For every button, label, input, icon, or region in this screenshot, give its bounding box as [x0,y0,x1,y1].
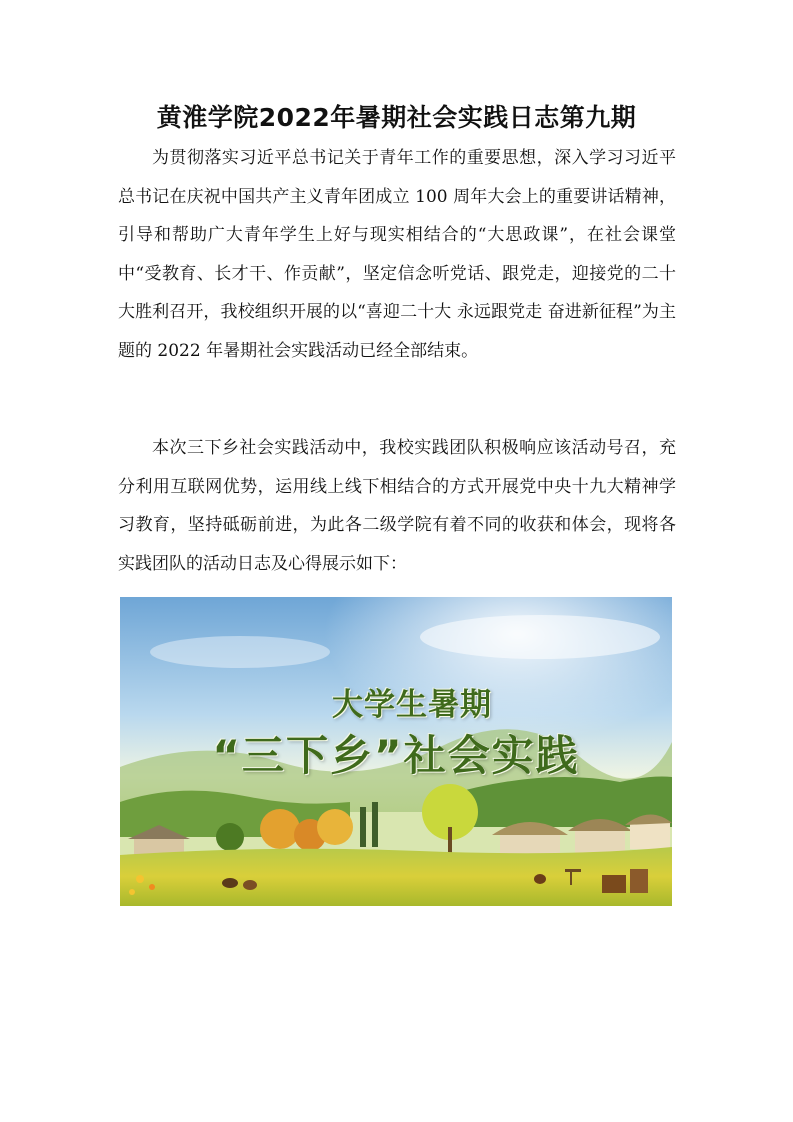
page-title: 黄淮学院2022年暑期社会实践日志第九期 [156,103,637,132]
banner-subheadline: “三下乡”社会实践 [212,731,580,780]
banner-headline: 大学生暑期 [332,687,492,723]
banner-image [120,597,672,906]
intro-paragraph: 为贯彻落实习近平总书记关于青年工作的重要思想，深入学习习近平总书记在庆祝中国共产主义青年团成立 100 周年大会上的重要讲话精神，引导和帮助广大青年学生上好与现实相结合的“大思政课”，在社会课堂中“受教育、长才干、作贡献”，坚定信念听党话、跟党走，迎接党的二十大胜利召开，我校组织开展的以“喜迎二十大 永远跟党走 奋进新征程”为主题的 2022 年暑期社会实践活动已经全部结束。 [118,148,676,361]
activity-paragraph: 本次三下乡社会实践活动中，我校实践团队积极响应该活动号召，充分利用互联网优势，运用线上线下相结合的方式开展党中央十九大精神学习教育，坚持砥砺前进，为此各二级学院有着不同的收获和体会，现将各实践团队的活动日志及心得展示如下： [118,438,676,574]
